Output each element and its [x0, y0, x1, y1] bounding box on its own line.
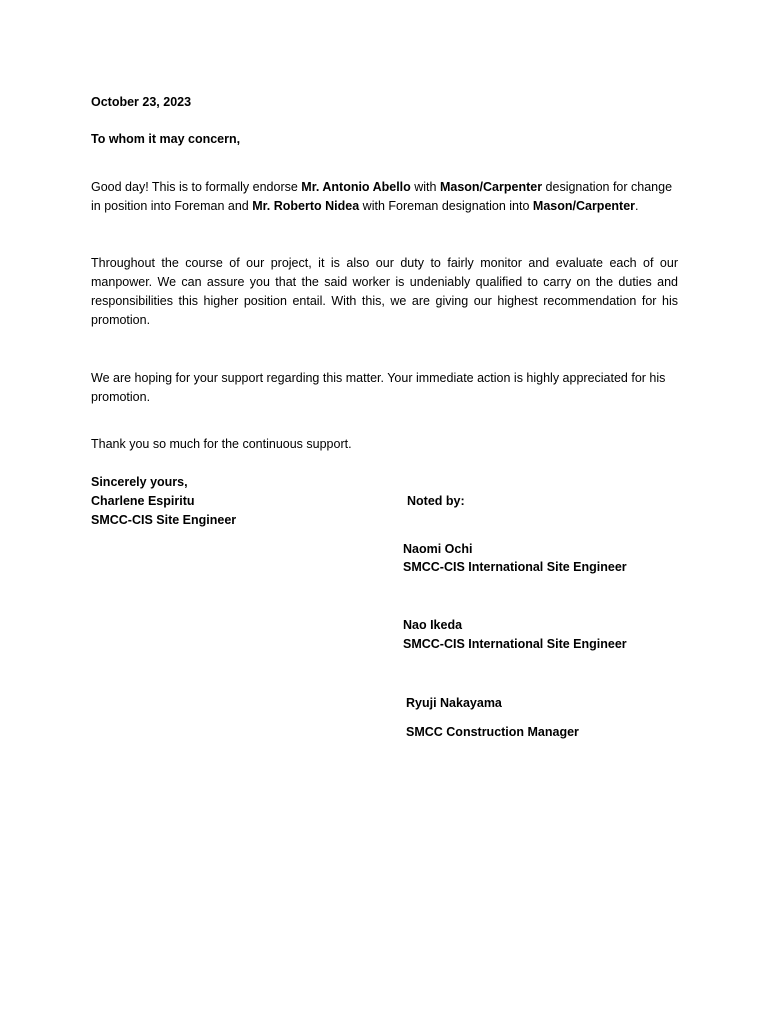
p1-text-4: with Foreman designation into — [359, 199, 533, 213]
closing: Sincerely yours, — [91, 475, 188, 489]
signatory-name: Ryuji Nakayama — [406, 696, 502, 710]
sender-name: Charlene Espiritu — [91, 494, 195, 508]
candidate-name-2: Mr. Roberto Nidea — [252, 199, 360, 213]
signatory-title: SMCC-CIS International Site Engineer — [403, 560, 627, 574]
salutation: To whom it may concern, — [91, 132, 241, 146]
candidate-name-1: Mr. Antonio Abello — [301, 180, 411, 194]
signatory-title: SMCC-CIS International Site Engineer — [403, 637, 627, 651]
p1-text-5: . — [635, 199, 639, 213]
paragraph-thanks: Thank you so much for the continuous support. — [91, 437, 352, 451]
signatory-title: SMCC Construction Manager — [406, 725, 579, 739]
noted-by-label: Noted by: — [407, 494, 465, 508]
sender-title: SMCC-CIS Site Engineer — [91, 513, 237, 527]
p1-text-3: designation for change in position into Foreman and — [91, 180, 673, 213]
paragraph-evaluation: Throughout the course of our project, it is also our duty to fairly monitor and evaluate each of our manpower. We can assure you that the said worker is undeniably qualified to carry on the duties and responsibilities this higher position entail. With this, we are giving our highest recommendation for his promotion. — [91, 256, 678, 327]
paragraph-endorsement — [91, 178, 678, 216]
letter-date: October 23, 2023 — [91, 95, 192, 109]
signatory-name: Naomi Ochi — [403, 542, 473, 556]
p1-text-1: Good day! This is to formally endorse — [91, 180, 302, 194]
p1-text-2: with — [410, 180, 440, 194]
role-2: Mason/Carpenter — [532, 199, 636, 213]
signatory-name: Nao Ikeda — [403, 618, 463, 632]
paragraph-support: We are hoping for your support regarding this matter. Your immediate action is highly appreciated for his promotion. — [91, 371, 666, 404]
role-1: Mason/Carpenter — [439, 180, 543, 194]
